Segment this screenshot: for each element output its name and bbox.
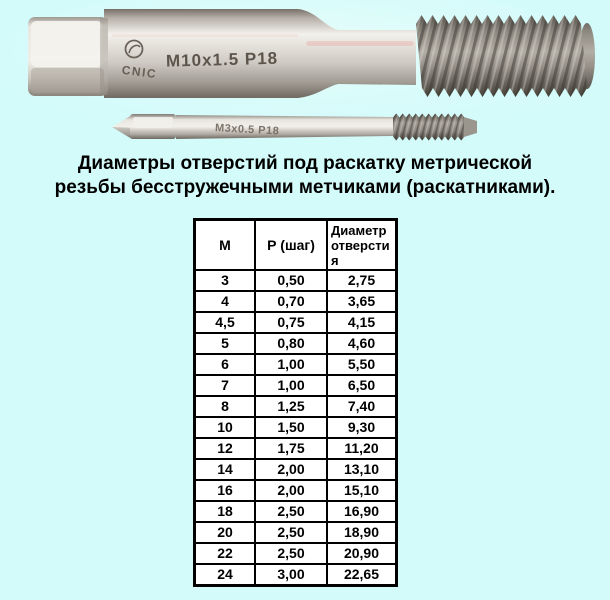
table-row [195, 417, 397, 438]
brand-text: CNIC [121, 62, 158, 82]
table-container [193, 218, 398, 587]
table-row [195, 312, 397, 333]
cell-m: 4 [195, 291, 256, 312]
cell-pitch: 2,00 [255, 459, 327, 480]
cell-diameter: 13,10 [327, 459, 397, 480]
cell-pitch: 3,00 [255, 564, 327, 586]
cell-m: 4,5 [195, 312, 256, 333]
col-header-pitch: Р (шаг) [255, 220, 327, 271]
table-row [195, 543, 397, 564]
cell-pitch: 2,50 [255, 501, 327, 522]
cell-pitch: 1,00 [255, 375, 327, 396]
large-tap-thread-stripes [416, 15, 587, 97]
taps-photo [0, 0, 610, 150]
small-tap-marking: M3x0.5 P18 [214, 122, 280, 138]
cell-pitch: 1,75 [255, 438, 327, 459]
cell-pitch: 2,50 [255, 543, 327, 564]
cell-m: 14 [195, 459, 256, 480]
cell-pitch: 1,00 [255, 354, 327, 375]
cell-diameter: 22,65 [327, 564, 397, 586]
table-row [195, 270, 397, 291]
cell-diameter: 5,50 [327, 354, 397, 375]
col-header-m: М [195, 220, 256, 271]
cell-pitch: 0,75 [255, 312, 327, 333]
table-row [195, 522, 397, 543]
page-title-line1: Диаметры отверстий под раскатку метрической [77, 153, 533, 174]
cell-m: 18 [195, 501, 256, 522]
table-row [195, 459, 397, 480]
cell-m: 10 [195, 417, 256, 438]
large-tap-square-shade [31, 68, 104, 93]
cell-pitch: 0,50 [255, 270, 327, 291]
col-header-diameter: Диаметр отверстия [327, 220, 397, 271]
cell-m: 8 [195, 396, 256, 417]
large-tap [28, 9, 595, 98]
page-title-line2: резьбы бесстружечными метчиками (раскатниками). [54, 177, 556, 198]
cell-m: 5 [195, 333, 256, 354]
page-title [0, 152, 610, 200]
table-row [195, 375, 397, 396]
table-row [195, 291, 397, 312]
small-tap-tip-shade [112, 127, 132, 139]
cell-diameter: 16,90 [327, 501, 397, 522]
cell-m: 12 [195, 438, 256, 459]
table-row [195, 564, 397, 586]
cell-diameter: 15,10 [327, 480, 397, 501]
cell-diameter: 3,65 [327, 291, 397, 312]
cell-pitch: 0,70 [255, 291, 327, 312]
small-tap-thread-stripes [393, 114, 465, 141]
small-tap-square-face [133, 117, 173, 128]
cell-pitch: 2,00 [255, 480, 327, 501]
hole-diameter-table [193, 218, 398, 587]
small-tap-shank [176, 115, 393, 139]
cell-m: 22 [195, 543, 256, 564]
cell-diameter: 20,90 [327, 543, 397, 564]
cell-m: 3 [195, 270, 256, 291]
cell-m: 6 [195, 354, 256, 375]
table-row [195, 396, 397, 417]
cell-pitch: 0,80 [255, 333, 327, 354]
table-row [195, 438, 397, 459]
large-tap-square-edge-shade [100, 18, 108, 95]
cell-m: 16 [195, 480, 256, 501]
large-tap-neck-reflection [306, 41, 414, 46]
cell-m: 7 [195, 375, 256, 396]
cell-diameter: 18,90 [327, 522, 397, 543]
cell-diameter: 4,15 [327, 312, 397, 333]
cell-diameter: 6,50 [327, 375, 397, 396]
table-row [195, 354, 397, 375]
large-tap-body-reflection [112, 34, 298, 37]
cell-m: 20 [195, 522, 256, 543]
cell-diameter: 4,60 [327, 333, 397, 354]
cell-pitch: 1,25 [255, 396, 327, 417]
cell-diameter: 9,30 [327, 417, 397, 438]
cell-pitch: 2,50 [255, 522, 327, 543]
table-row [195, 501, 397, 522]
cell-diameter: 7,40 [327, 396, 397, 417]
table-header-row [195, 220, 397, 271]
cell-diameter: 2,75 [327, 270, 397, 291]
large-tap-marking: M10x1.5 P18 [165, 48, 279, 71]
large-tap-square-face [31, 21, 102, 67]
cell-m: 24 [195, 564, 256, 586]
cell-diameter: 11,20 [327, 438, 397, 459]
table-row [195, 333, 397, 354]
small-tap [112, 114, 477, 141]
cell-pitch: 1,50 [255, 417, 327, 438]
table-row [195, 480, 397, 501]
